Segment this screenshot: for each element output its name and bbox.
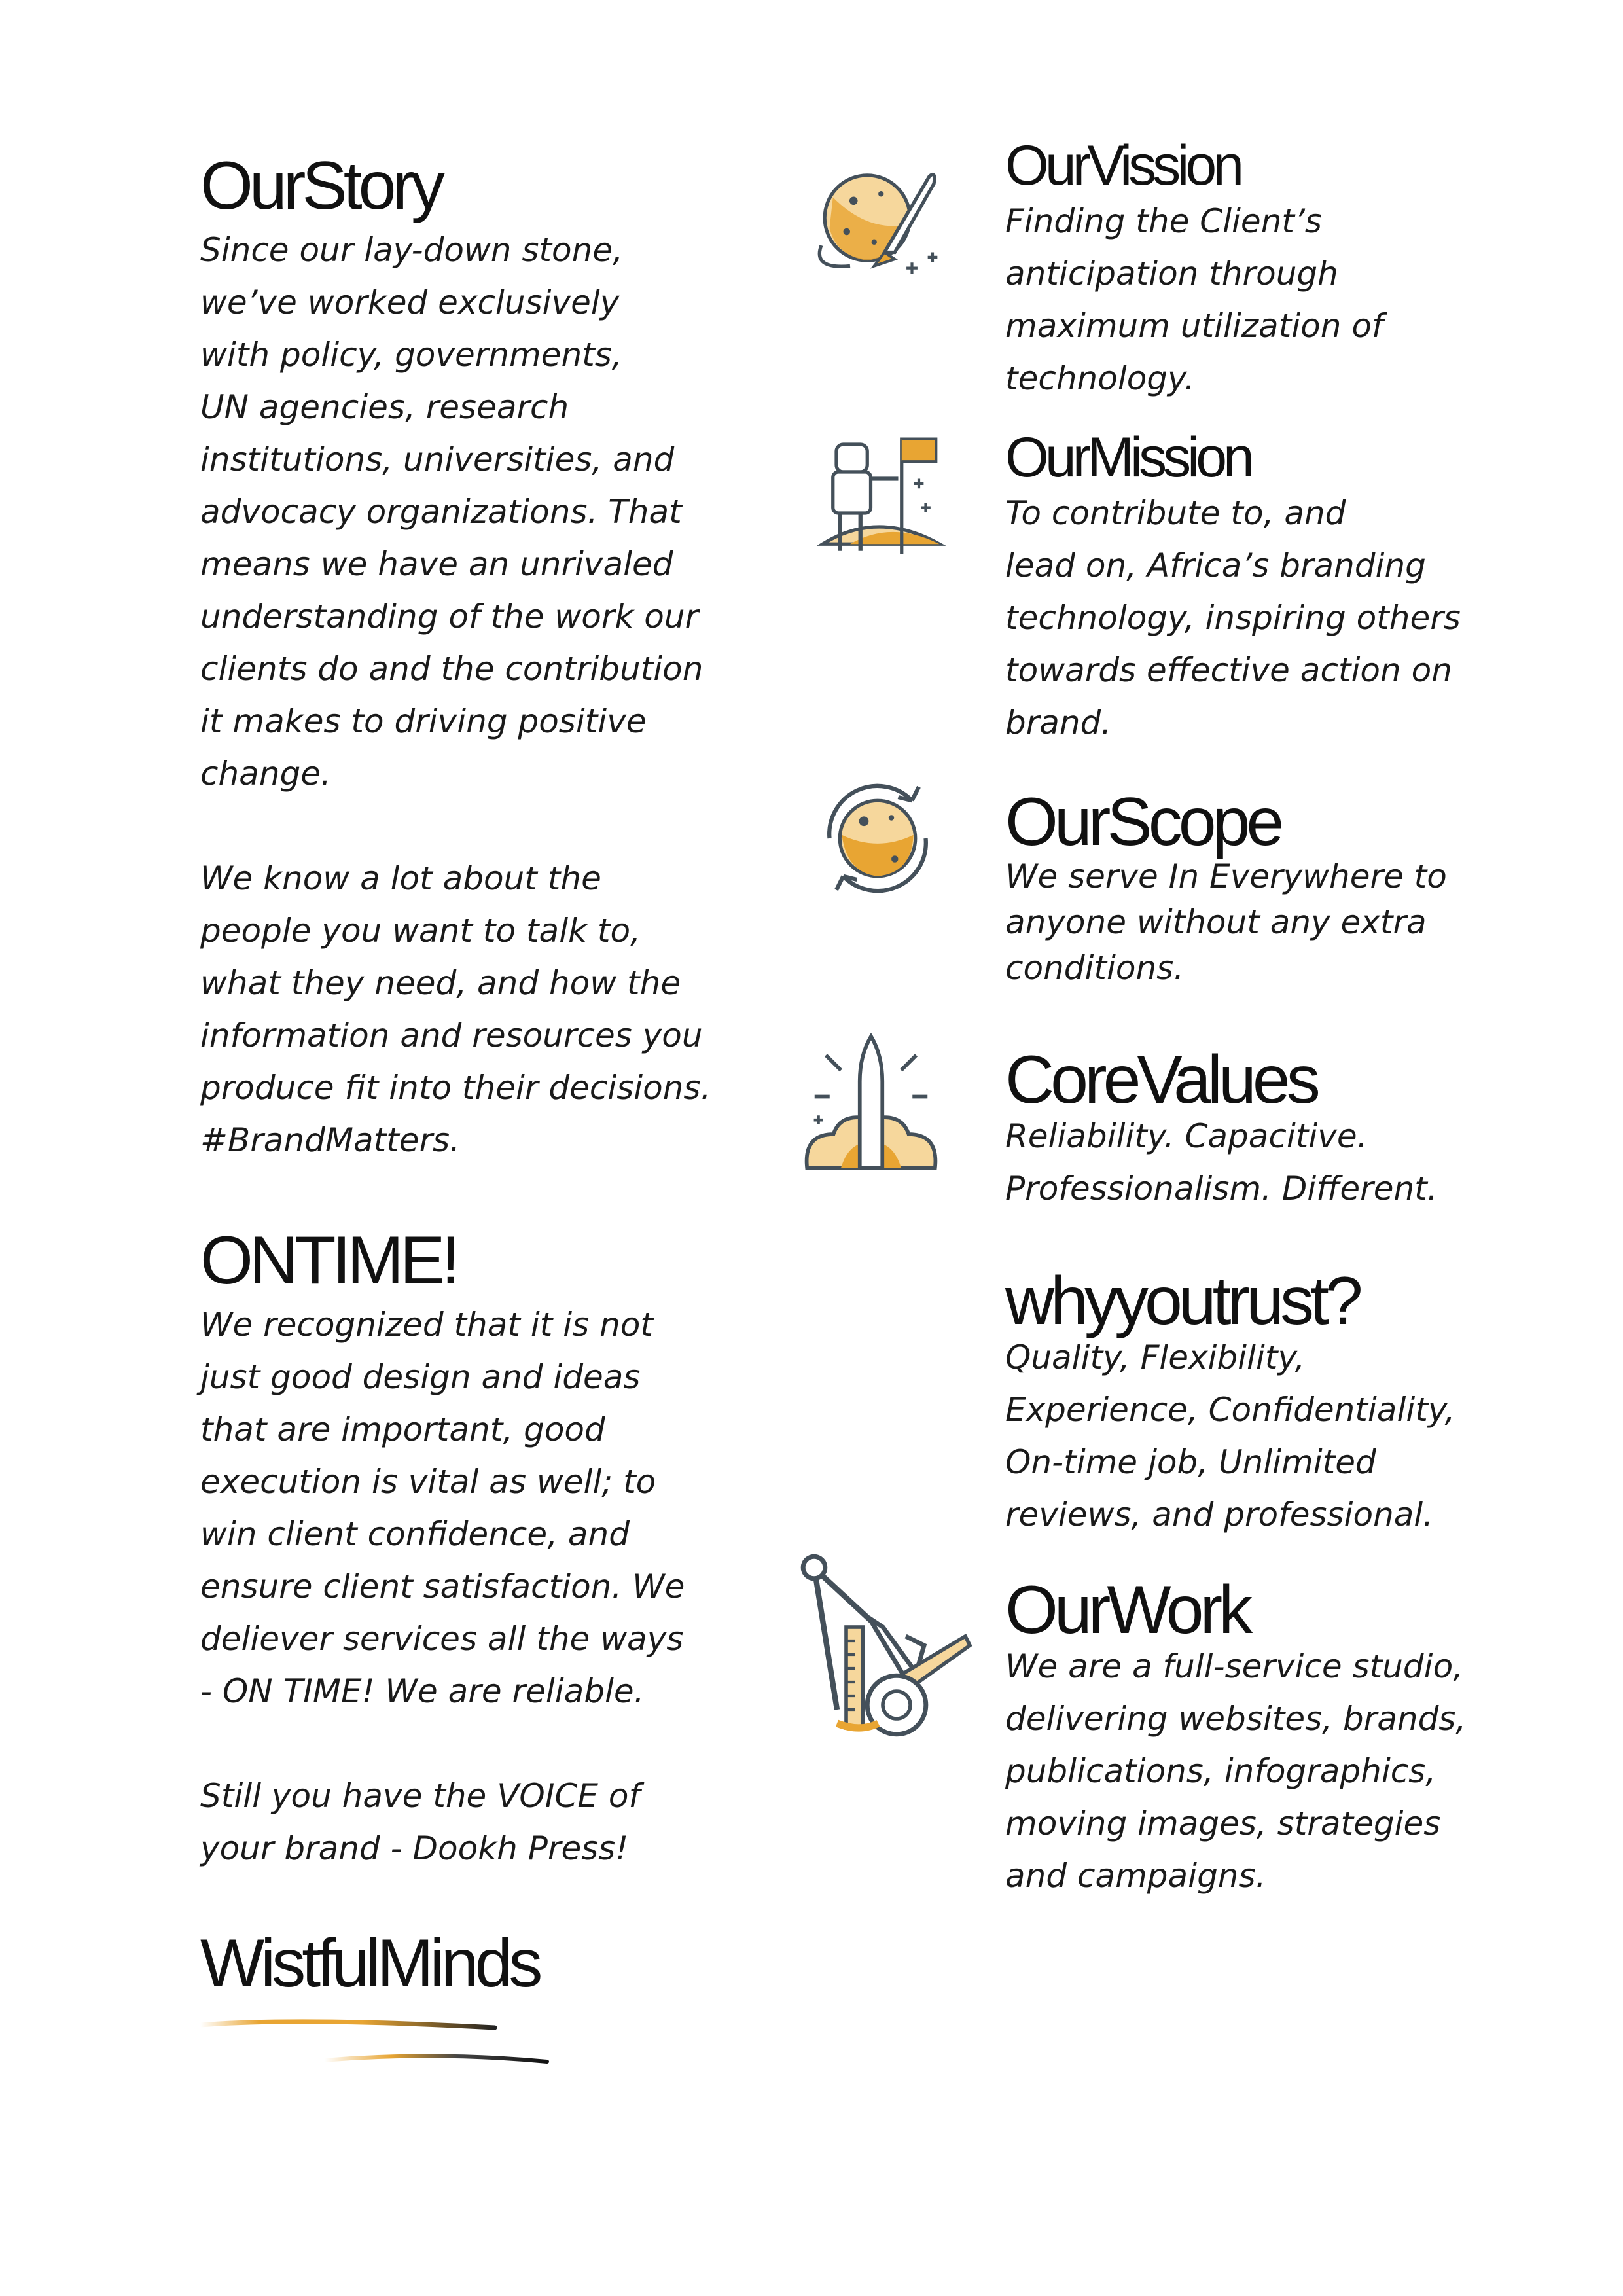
why-trust-text: Quality, Flexibility, Experience, Confidentiality, On-time job, Unlimited reviews, and professional. [1005,1338,1455,1534]
our-story-title: OurStory [200,148,442,224]
our-vission-text: Finding the Client’s anticipation through maximum utilization of technology. [1005,202,1383,397]
ontime-section [200,1223,776,1874]
our-mission-section [1005,426,1594,749]
signature-section [200,1926,593,2083]
ontime-paragraph-1: We recognized that it is not just good design and ideas that are important, good execution is vital as well; to win client confidence, and ensure client satisfaction. We deliever services all the ways - ON TIME! We are reliable. [200,1306,685,1710]
planet-orbit-icon [809,770,946,907]
our-work-text: We are a full-service studio, delivering websites, brands, publications, infographics, moving images, strategies and campaigns. [1005,1647,1467,1895]
our-scope-title: OurScope [1005,784,1281,860]
signature-title: WistfulMinds [200,1926,539,2001]
signature-brush-strokes [200,2011,567,2083]
our-mission-text: To contribute to, and lead on, Africa’s branding technology, inspiring others towards effective action on brand. [1005,494,1461,742]
our-story-paragraph-2: We know a lot about the people you want to talk to, what they need, and how the information and resources you produce fit into their decisions. #BrandMatters. [200,859,711,1159]
our-vission-section [1005,134,1594,404]
compass-tape-icon [796,1549,979,1751]
ontime-title: ONTIME! [200,1223,457,1299]
core-values-title: CoreValues [1005,1042,1317,1118]
our-work-section [1005,1572,1594,1902]
our-story-section [200,148,776,1166]
our-work-title: OurWork [1005,1572,1249,1648]
our-scope-text: We serve In Everywhere to anyone without any extra conditions. [1005,857,1447,987]
our-mission-title: OurMission [1005,426,1251,489]
why-trust-title: whyyoutrust? [1005,1263,1359,1339]
ontime-paragraph-2: Still you have the VOICE of your brand - Dookh Press! [200,1777,641,1867]
astronaut-flag-icon [809,431,946,568]
planet-rocket-icon [809,149,946,287]
core-values-section [1005,1042,1594,1215]
our-vission-title: OurVission [1005,134,1241,197]
our-story-paragraph-1: Since our lay-down stone, we’ve worked exclusively with policy, governments, UN agencies, research institutions, universities, and advocacy organizations. That means we have an unrivaled understanding of the work our clients do and the contribution it makes to driving positive change. [200,231,704,793]
our-scope-section [1005,784,1594,991]
why-trust-section [1005,1263,1594,1541]
rocket-launch-icon [796,1029,946,1179]
core-values-text: Reliability. Capacitive. Professionalism. Different. [1005,1117,1438,1208]
